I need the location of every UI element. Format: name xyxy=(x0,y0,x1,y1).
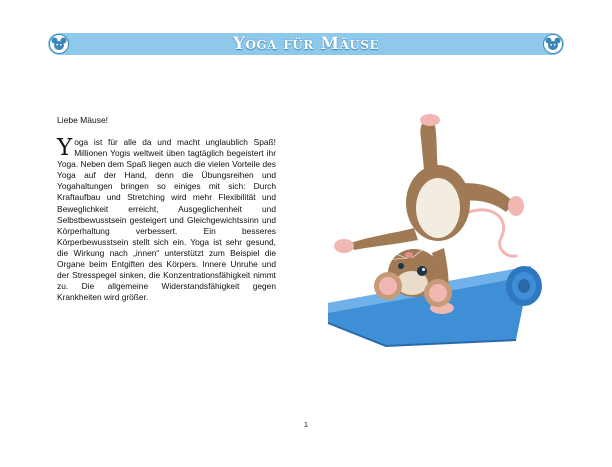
article-text: oga ist für alle da und macht unglaublich Spaß! Millionen Yogis weltweit üben tagtäglich begeistert ihr Yoga. Neben dem Spaß liegen auch die vielen Vorteile des Yoga auf der Hand, denn die Übungsreihen und Yogahaltungen bringen so einiges mit sich: Durch Kraftaufbau und Stretching wird mehr Flexibilität und Beweglichkeit erreicht, Ausgeglichenheit und Selbstbewusstsein gesteigert und Gleichgewichtssinn und Körperhaltung verbessert. Ein besseres Körperbewusstsein stellt sich ein. Yoga ist sehr gesund, die Wirkung nach „innen“ unterstützt zum Beispiel die Organe beim Entgiften des Körpers. Innere Unruhe und der Stresspegel sinken, die Konzentrationsfähigkeit nimmt zu. Die allgemeine Widerstandsfähigkeit gegen Krankheiten wird größer. xyxy=(57,137,276,303)
header-bar xyxy=(48,33,564,55)
page-title: Yoga für Mäuse xyxy=(232,34,380,54)
greeting: Liebe Mäuse! xyxy=(57,115,109,125)
mouse-head-icon xyxy=(543,34,563,54)
drop-cap: Y xyxy=(57,135,73,161)
page-number: 1 xyxy=(303,420,309,429)
mouse-yoga-illustration xyxy=(326,108,548,350)
article-body xyxy=(57,137,276,303)
